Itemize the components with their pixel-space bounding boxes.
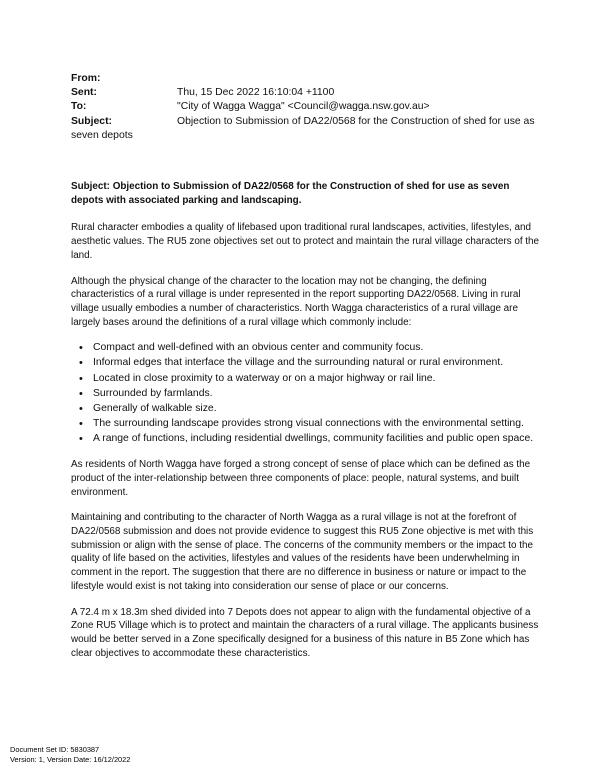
subject-row	[71, 115, 541, 129]
paragraph-rural-character: Rural character embodies a quality of lifebased upon traditional rural landscapes, activities, lifestyles, and aesthetic values. The RU5 zone objectives set out to protect and maintain the rural village characters of the land.	[71, 222, 540, 261]
sent-label: Sent:	[71, 87, 97, 99]
email-header	[71, 72, 541, 143]
from-label: From:	[71, 73, 101, 84]
paragraph-physical-change: Although the physical change of the character to the location may not be changing, the defining characteristics of a rural village is under represented in the report supporting DA22/0568. Living in rural village usually embodies a number of characteristics. North Wagga characteristics of a rural village are largely bases around the definitions of a rural village which commonly include:	[71, 275, 521, 328]
list-item: • The surrounding landscape provides strong visual connections with the environmental setting.	[93, 417, 541, 431]
document-set-id: Document Set ID: 5830387	[10, 745, 100, 754]
email-body	[71, 180, 541, 672]
to-value: "City of Wagga Wagga" <Council@wagga.nsw.gov.au>	[177, 101, 430, 113]
list-item: • A range of functions, including residential dwellings, community facilities and public open space.	[93, 432, 541, 446]
subject-value-continuation: seven depots	[71, 129, 133, 141]
body-subject-line: Subject: Objection to Submission of DA22/0568 for the Construction of shed for use as seven depots with associated parking and landscaping.	[71, 181, 510, 206]
to-label: To:	[71, 101, 87, 113]
paragraph-shed-dimensions: A 72.4 m x 18.3m shed divided into 7 Depots does not appear to align with the fundamental objective of a Zone RU5 Village which is to protect and maintain the characters of a rural village. The applicants business would be better served in a Zone specifically designed for a business of this nature in B5 Zone which has clear objectives to accommodate these characteristics.	[71, 606, 539, 659]
list-item: • Informal edges that interface the village and the surrounding natural or rural environment.	[93, 356, 541, 370]
from-value	[177, 72, 541, 86]
paragraph-sense-of-place: As residents of North Wagga have forged a strong concept of sense of place which can be defined as the product of the inter-relationship between three components of place: people, natural systems, and built environment.	[71, 459, 531, 498]
list-item: • Surrounded by farmlands.	[93, 387, 541, 401]
list-item: • Compact and well-defined with an obvious center and community focus.	[93, 341, 541, 355]
version-info: Version: 1, Version Date: 16/12/2022	[10, 754, 131, 764]
paragraph-maintaining-character: Maintaining and contributing to the character of North Wagga as a rural village is not at the forefront of DA22/0568 submission and does not provide evidence to suggest this RU5 Zone objective is met with this submission or align with the sense of place. The concerns of the community members or the impact to the quality of life based on the activities, lifestyles and values of the residents have been underwhelming in comment in the report. The suggestion that there are no difference in business or nature or impact to the lifestyle would exist is not taking into consideration our sense of place or our concerns.	[71, 512, 534, 592]
document-footer	[10, 745, 130, 764]
list-item: • Generally of walkable size.	[93, 402, 541, 416]
from-row	[71, 72, 541, 86]
sent-row	[71, 86, 541, 100]
sent-value: Thu, 15 Dec 2022 16:10:04 +1100	[177, 87, 335, 99]
to-row	[71, 100, 541, 114]
subject-label: Subject:	[71, 115, 112, 127]
subject-value: Objection to Submission of DA22/0568 for the Construction of shed for use as	[177, 115, 535, 127]
list-item: • Located in close proximity to a waterway or on a major highway or rail line.	[93, 372, 541, 386]
rural-village-characteristics-list	[71, 341, 541, 446]
